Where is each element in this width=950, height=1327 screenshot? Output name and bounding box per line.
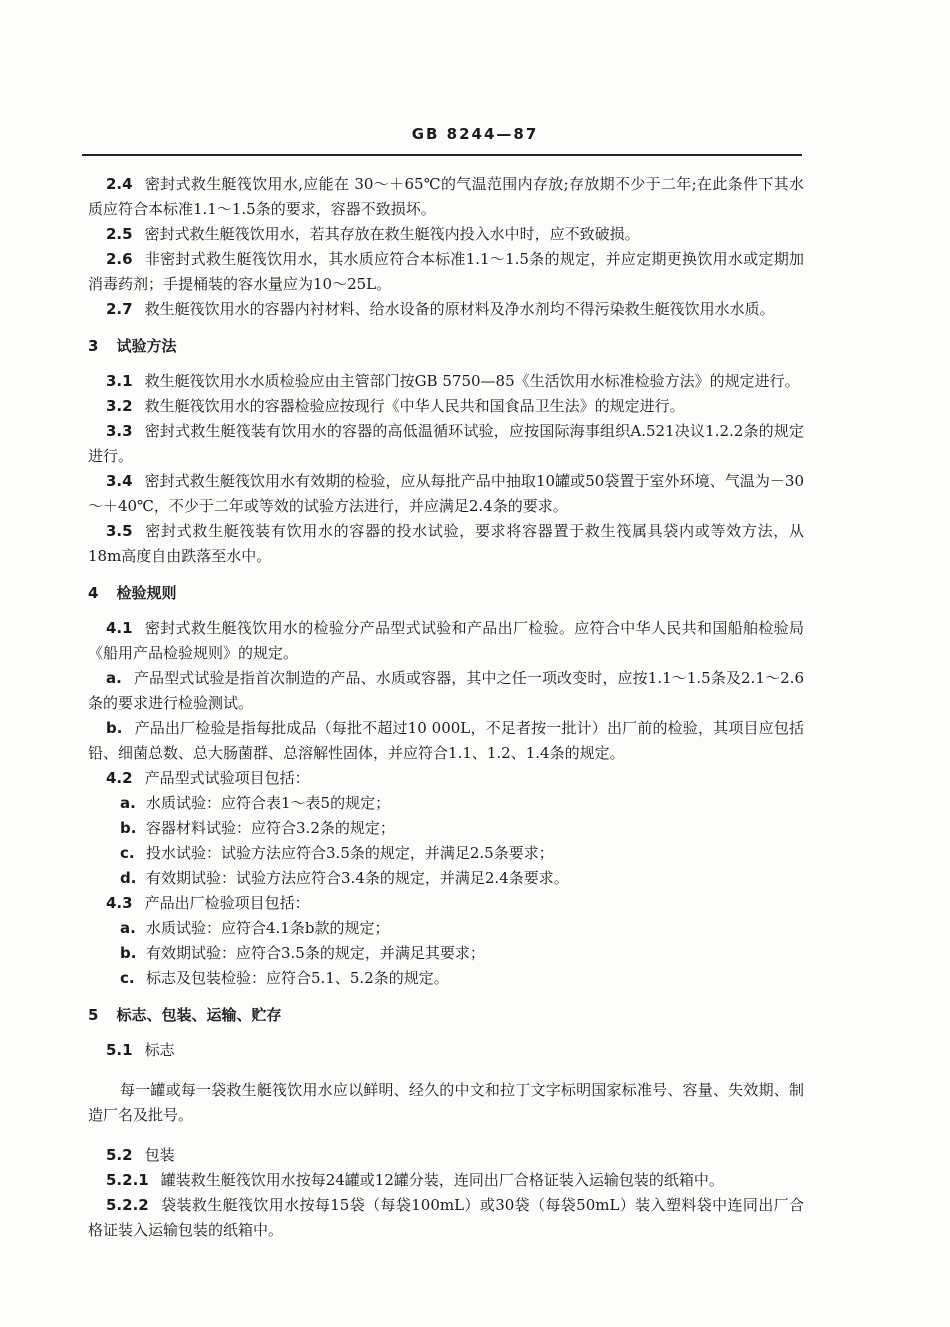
section-title: 检验规则 <box>116 584 177 602</box>
clause-5-2 <box>88 1143 804 1168</box>
clause-number: 4.3 <box>106 894 133 912</box>
section-title: 试验方法 <box>116 337 177 355</box>
clause-4-1-b <box>88 716 804 766</box>
clause-number: 3.5 <box>106 522 133 540</box>
clause-number: 2.4 <box>106 175 133 193</box>
clause-number: 5.2.2 <box>106 1196 149 1214</box>
clause-2-4 <box>88 172 804 222</box>
clause-2-6 <box>88 247 804 297</box>
item-letter: d. <box>120 869 137 887</box>
item-text: 产品出厂检验是指每批成品（每批不超过10 000L，不足者按一批计）出厂前的检验，其项目应包括铅、细菌总数、总大肠菌群、总溶解性固体，并应符合1.1、1.2、1.4条的规定。 <box>88 719 804 762</box>
item-text: 产品型式试验是指首次制造的产品、水质或容器，其中之任一项改变时，应按1.1～1.5条及2.1～2.6条的要求进行检验测试。 <box>88 669 804 712</box>
list-item <box>88 941 804 966</box>
item-text: 水质试验：应符合4.1条b款的规定； <box>146 919 390 937</box>
item-text: 水质试验：应符合表1～表5的规定； <box>146 794 391 812</box>
clause-3-5 <box>88 519 804 569</box>
item-letter: a. <box>120 919 136 937</box>
list-item <box>88 841 804 866</box>
section-title: 标志、包装、运输、贮存 <box>116 1006 282 1024</box>
section-3-heading <box>88 334 804 359</box>
clause-2-7 <box>88 297 804 322</box>
clause-4-1 <box>88 616 804 666</box>
clause-4-3 <box>88 891 804 916</box>
item-letter: b. <box>106 719 123 737</box>
section-4-heading <box>88 581 804 606</box>
section-5-heading <box>88 1003 804 1028</box>
section-number: 5 <box>88 1006 99 1024</box>
clause-text: 密封式救生艇筏饮用水,应能在 30～＋65℃的气温范围内存放;存放期不少于二年;在此条件下其水质应符合本标准1.1～1.5条的要求，容器不致损坏。 <box>88 175 804 218</box>
item-letter: c. <box>120 969 135 987</box>
clause-text: 密封式救生艇筏装有饮用水的容器的高低温循环试验，应按国际海事组织A.521决议1.2.2条的规定进行。 <box>88 422 804 465</box>
clause-3-2 <box>88 394 804 419</box>
section-number: 3 <box>88 337 99 355</box>
clause-text: 标志 <box>144 1041 175 1059</box>
clause-number: 4.1 <box>106 619 133 637</box>
item-text: 标志及包装检验：应符合5.1、5.2条的规定。 <box>146 969 449 987</box>
clause-number: 3.1 <box>106 372 133 390</box>
clause-number: 5.1 <box>106 1041 133 1059</box>
document-body <box>88 172 804 1243</box>
clause-text: 救生艇筏饮用水的容器检验应按现行《中华人民共和国食品卫生法》的规定进行。 <box>144 397 685 415</box>
clause-5-1-body: 每一罐或每一袋救生艇筏饮用水应以鲜明、经久的中文和拉丁文字标明国家标准号、容量、失效期、制造厂名及批号。 <box>88 1081 804 1124</box>
clause-number: 3.3 <box>106 422 133 440</box>
item-text: 投水试验：试验方法应符合3.5条的规定，并满足2.5条要求； <box>146 844 554 862</box>
clause-number: 5.2.1 <box>106 1171 149 1189</box>
standard-code-header: GB 8244—87 <box>411 125 539 143</box>
clause-3-4 <box>88 469 804 519</box>
clause-number: 3.2 <box>106 397 133 415</box>
clause-number: 5.2 <box>106 1146 133 1164</box>
clause-number: 3.4 <box>106 472 133 490</box>
clause-5-2-1 <box>88 1168 804 1193</box>
clause-text: 包装 <box>144 1146 175 1164</box>
clause-5-1 <box>88 1038 804 1063</box>
clause-2-5 <box>88 222 804 247</box>
clause-number: 4.2 <box>106 769 133 787</box>
list-item <box>88 866 804 891</box>
clause-text: 密封式救生艇筏饮用水，若其存放在救生艇筏内投入水中时，应不致破损。 <box>144 225 640 243</box>
section-number: 4 <box>88 584 99 602</box>
list-item <box>88 966 804 991</box>
header-rule <box>82 154 802 156</box>
item-text: 有效期试验：应符合3.5条的规定，并满足其要求； <box>146 944 485 962</box>
clause-text: 密封式救生艇筏饮用水的检验分产品型式试验和产品出厂检验。应符合中华人民共和国船舶检验局《船用产品检验规则》的规定。 <box>88 619 804 662</box>
clause-5-2-2 <box>88 1193 804 1243</box>
clause-text: 产品型式试验项目包括： <box>144 769 310 787</box>
clause-text: 救生艇筏饮用水水质检验应由主管部门按GB 5750—85《生活饮用水标准检验方法》的规定进行。 <box>144 372 800 390</box>
clause-text: 救生艇筏饮用水的容器内衬材料、给水设备的原材料及净水剂均不得污染救生艇筏饮用水水质。 <box>144 300 775 318</box>
clause-text: 袋装救生艇筏饮用水按每15袋（每袋100mL）或30袋（每袋50mL）装入塑料袋中连同出厂合格证装入运输包装的纸箱中。 <box>88 1196 804 1239</box>
clause-text: 罐装救生艇筏饮用水按每24罐或12罐分装，连同出厂合格证装入运输包装的纸箱中。 <box>160 1171 724 1189</box>
clause-3-1 <box>88 369 804 394</box>
clause-4-2 <box>88 766 804 791</box>
clause-number: 2.6 <box>106 250 133 268</box>
clause-text: 非密封式救生艇筏饮用水，其水质应符合本标准1.1～1.5条的规定，并应定期更换饮用水或定期加消毒药剂；手提桶装的容水量应为10～25L。 <box>88 250 804 293</box>
list-item <box>88 791 804 816</box>
clause-number: 2.7 <box>106 300 133 318</box>
clause-text: 密封式救生艇筏装有饮用水的容器的投水试验，要求将容器置于救生筏属具袋内或等效方法，从18m高度自由跌落至水中。 <box>88 522 804 565</box>
list-item <box>88 916 804 941</box>
item-letter: a. <box>106 669 122 687</box>
item-letter: b. <box>120 944 137 962</box>
clause-number: 2.5 <box>106 225 133 243</box>
item-letter: b. <box>120 819 137 837</box>
clause-4-1-a <box>88 666 804 716</box>
item-text: 容器材料试验：应符合3.2条的规定； <box>146 819 395 837</box>
list-item <box>88 816 804 841</box>
item-text: 有效期试验：试验方法应符合3.4条的规定，并满足2.4条要求。 <box>146 869 569 887</box>
item-letter: c. <box>120 844 135 862</box>
clause-3-3 <box>88 419 804 469</box>
clause-text: 密封式救生艇筏饮用水有效期的检验，应从每批产品中抽取10罐或50袋置于室外环境、气温为－30～＋40℃，不少于二年或等效的试验方法进行，并应满足2.4条的要求。 <box>88 472 804 515</box>
clause-text: 产品出厂检验项目包括： <box>144 894 310 912</box>
item-letter: a. <box>120 794 136 812</box>
